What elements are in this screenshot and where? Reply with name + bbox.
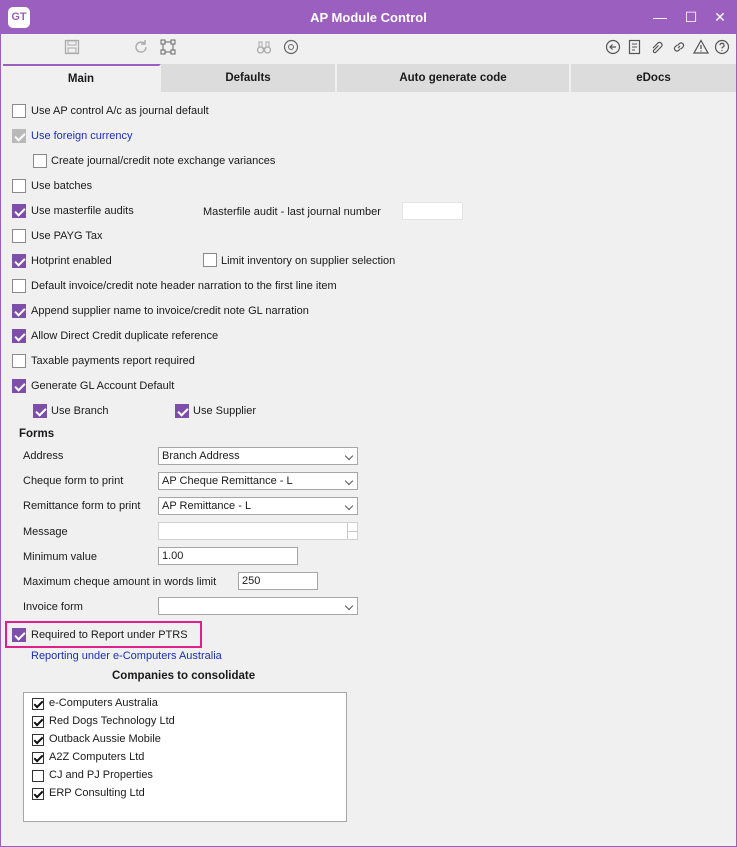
address-select[interactable] bbox=[158, 447, 358, 465]
use-batches-checkbox[interactable] bbox=[12, 179, 26, 193]
app-logo: GT bbox=[8, 7, 30, 28]
masterfile-audit-journal-field[interactable] bbox=[402, 202, 463, 220]
companies-list[interactable] bbox=[23, 692, 347, 822]
refresh-icon[interactable] bbox=[132, 39, 150, 57]
message-field[interactable] bbox=[158, 522, 358, 540]
back-icon[interactable] bbox=[604, 39, 622, 57]
chevron-down-icon bbox=[345, 452, 353, 460]
hotprint-enabled-checkbox[interactable] bbox=[12, 254, 26, 268]
default-narration-label: Default invoice/credit note header narration to the first line item bbox=[31, 280, 337, 292]
save-icon[interactable] bbox=[63, 39, 81, 57]
maximize-icon: ☐ bbox=[684, 9, 698, 25]
company-checkbox[interactable] bbox=[32, 770, 44, 782]
use-branch-checkbox[interactable] bbox=[33, 404, 47, 418]
allow-direct-credit-checkbox[interactable] bbox=[12, 329, 26, 343]
cheque-form-label: Cheque form to print bbox=[23, 475, 124, 487]
attach-icon[interactable] bbox=[648, 39, 666, 57]
limit-inventory-checkbox[interactable] bbox=[203, 253, 217, 267]
company-name: e-Computers Australia bbox=[49, 697, 158, 709]
tab-defaults[interactable]: Defaults bbox=[161, 64, 337, 92]
append-supplier-name-label: Append supplier name to invoice/credit note GL narration bbox=[31, 305, 309, 317]
generate-gl-default-checkbox[interactable] bbox=[12, 379, 26, 393]
spin-control[interactable] bbox=[347, 523, 357, 539]
binoculars-icon[interactable] bbox=[255, 39, 273, 57]
tab-main[interactable]: Main bbox=[3, 64, 161, 92]
alert-icon[interactable] bbox=[692, 39, 710, 57]
remittance-form-label: Remittance form to print bbox=[23, 500, 141, 512]
max-cheque-words-label: Maximum cheque amount in words limit bbox=[23, 576, 217, 588]
max-cheque-words-field[interactable]: 250 bbox=[238, 572, 318, 590]
address-label: Address bbox=[23, 450, 64, 462]
create-exchange-variances-checkbox[interactable] bbox=[33, 154, 47, 168]
maximize-button[interactable] bbox=[676, 1, 706, 34]
company-name: CJ and PJ Properties bbox=[49, 769, 153, 781]
use-foreign-currency-label: Use foreign currency bbox=[31, 130, 133, 142]
limit-inventory-label: Limit inventory on supplier selection bbox=[221, 255, 396, 267]
use-batches-label: Use batches bbox=[31, 180, 93, 192]
company-checkbox[interactable] bbox=[32, 716, 44, 728]
close-button[interactable] bbox=[705, 1, 735, 34]
invoice-form-label: Invoice form bbox=[23, 601, 83, 613]
tab-edocs[interactable]: eDocs bbox=[571, 64, 736, 92]
toolbar bbox=[1, 34, 736, 64]
chevron-down-icon bbox=[345, 502, 353, 510]
window-title: AP Module Control bbox=[310, 10, 427, 25]
use-supplier-label: Use Supplier bbox=[193, 405, 256, 417]
use-branch-label: Use Branch bbox=[51, 405, 109, 417]
company-checkbox[interactable] bbox=[32, 698, 44, 710]
close-icon: ✕ bbox=[714, 9, 726, 25]
link-icon[interactable] bbox=[670, 39, 688, 57]
chevron-down-icon bbox=[345, 602, 353, 610]
hierarchy-icon[interactable] bbox=[159, 39, 177, 57]
ap-control-journal-default-label: Use AP control A/c as journal default bbox=[31, 105, 209, 117]
company-name: Outback Aussie Mobile bbox=[49, 733, 161, 745]
zoom-icon[interactable] bbox=[282, 39, 300, 57]
tab-strip bbox=[3, 64, 736, 92]
default-narration-checkbox[interactable] bbox=[12, 279, 26, 293]
ptrs-required-checkbox[interactable] bbox=[12, 628, 26, 642]
use-foreign-currency-checkbox[interactable] bbox=[12, 129, 26, 143]
remittance-form-select[interactable] bbox=[158, 497, 358, 515]
cheque-form-select[interactable] bbox=[158, 472, 358, 490]
masterfile-audit-journal-label: Masterfile audit - last journal number bbox=[203, 206, 381, 218]
minimum-value-label: Minimum value bbox=[23, 551, 97, 563]
ptrs-required-label: Required to Report under PTRS bbox=[31, 629, 188, 641]
taxable-payments-label: Taxable payments report required bbox=[31, 355, 195, 367]
company-name: A2Z Computers Ltd bbox=[49, 751, 145, 763]
minimize-icon: — bbox=[653, 9, 667, 25]
tab-auto-generate-code[interactable]: Auto generate code bbox=[337, 64, 571, 92]
document-icon[interactable] bbox=[626, 39, 644, 57]
address-value: Branch Address bbox=[162, 450, 240, 462]
help-icon[interactable] bbox=[713, 39, 731, 57]
chevron-down-icon bbox=[345, 477, 353, 485]
generate-gl-default-label: Generate GL Account Default bbox=[31, 380, 175, 392]
minimize-button[interactable] bbox=[645, 1, 675, 34]
invoice-form-select[interactable] bbox=[158, 597, 358, 615]
company-checkbox[interactable] bbox=[32, 788, 44, 800]
reporting-under-link[interactable]: Reporting under e-Computers Australia bbox=[31, 650, 222, 662]
use-payg-tax-label: Use PAYG Tax bbox=[31, 230, 103, 242]
remittance-form-value: AP Remittance - L bbox=[162, 500, 252, 512]
title-bar[interactable] bbox=[1, 1, 736, 34]
allow-direct-credit-label: Allow Direct Credit duplicate reference bbox=[31, 330, 219, 342]
use-masterfile-audits-label: Use masterfile audits bbox=[31, 205, 134, 217]
message-label: Message bbox=[23, 526, 68, 538]
companies-heading: Companies to consolidate bbox=[112, 670, 256, 682]
use-payg-tax-checkbox[interactable] bbox=[12, 229, 26, 243]
company-checkbox[interactable] bbox=[32, 734, 44, 746]
company-name: Red Dogs Technology Ltd bbox=[49, 715, 175, 727]
minimum-value-field[interactable]: 1.00 bbox=[158, 547, 298, 565]
taxable-payments-checkbox[interactable] bbox=[12, 354, 26, 368]
cheque-form-value: AP Cheque Remittance - L bbox=[162, 475, 293, 487]
use-masterfile-audits-checkbox[interactable] bbox=[12, 204, 26, 218]
forms-heading: Forms bbox=[19, 428, 55, 440]
append-supplier-name-checkbox[interactable] bbox=[12, 304, 26, 318]
create-exchange-variances-label: Create journal/credit note exchange variances bbox=[51, 155, 276, 167]
company-name: ERP Consulting Ltd bbox=[49, 787, 145, 799]
company-checkbox[interactable] bbox=[32, 752, 44, 764]
ap-control-journal-default-checkbox[interactable] bbox=[12, 104, 26, 118]
use-supplier-checkbox[interactable] bbox=[175, 404, 189, 418]
hotprint-enabled-label: Hotprint enabled bbox=[31, 255, 112, 267]
